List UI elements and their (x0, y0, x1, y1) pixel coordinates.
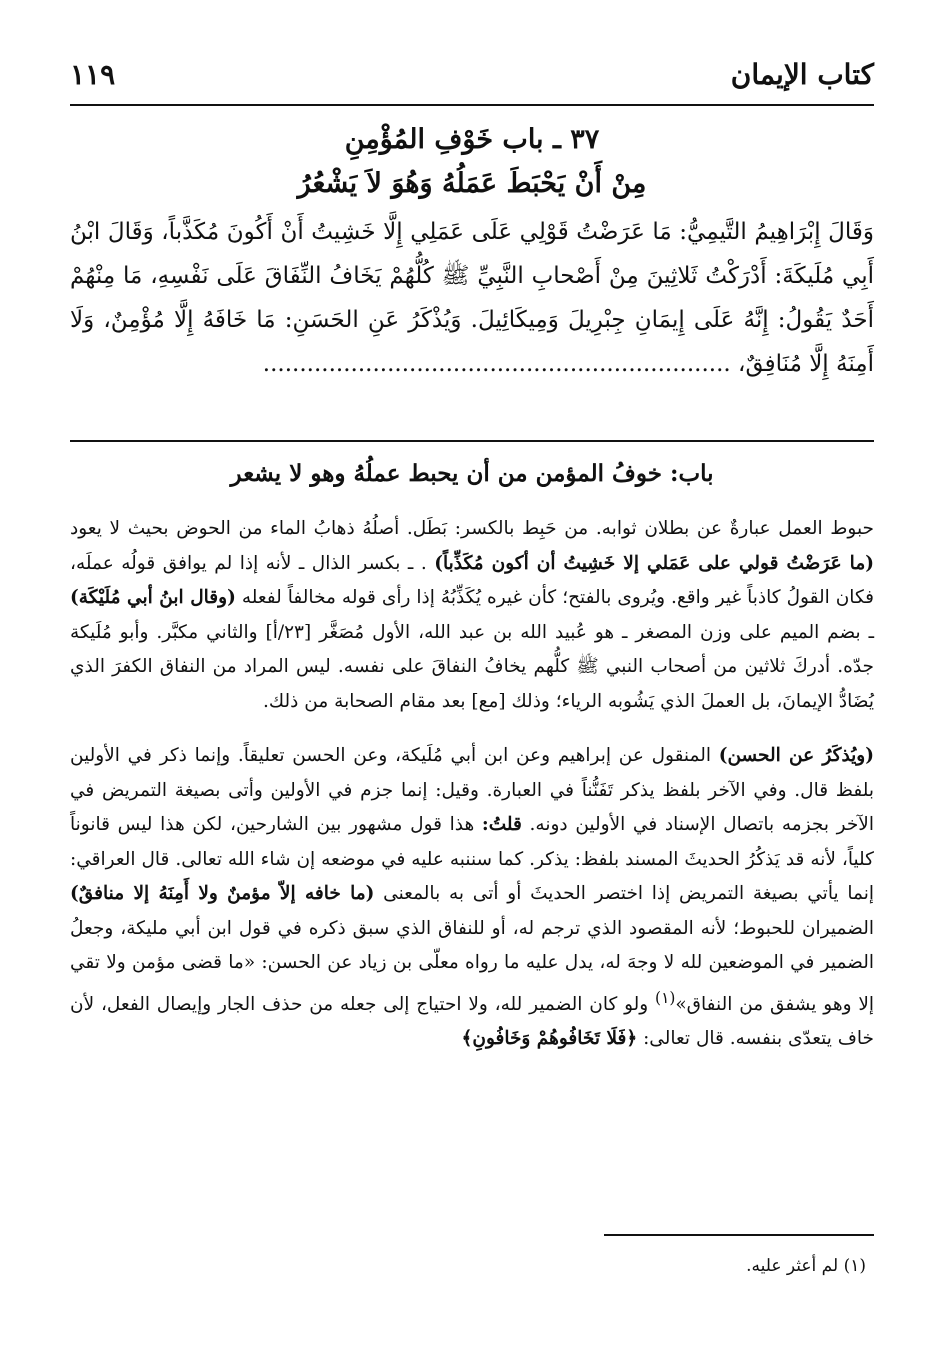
text-run: . ـ بكسر الذال ـ لأنه إذا لم يوافق قولُه عملَه، فكان القولُ كاذباً غير واقع. ويُروى بالفتح؛ كأن غيره يُكَذِّبُهُ إذا رأى قوله مخالفاً لفعله (70, 552, 875, 608)
text-run: ولو كان الضمير لله، ولا احتياج إلى جعله من حذف الجار وإيصال الفعل، لأن خاف يتعدّى بنفسه. قال تعالى: (70, 993, 874, 1050)
chapter-title-line-1: ٣٧ ـ باب خَوْفِ المُؤْمِنِ (344, 124, 600, 155)
text-run: هذا قول مشهور بين الشارحين، لكن هذا ليس قانوناً كلياً، لأنه قد يَذكُرُ الحديثَ المسند بلفظ: يذكر. كما سننبه عليه في موضعه إن شاء الله تعالى. قال العراقي: إنما يأتي بصيغة التمريض إذا اختصر الحديثَ أو أتى به بالمعنى (70, 814, 874, 904)
commentary-paragraph-2 (70, 739, 874, 1057)
text-run: حبوط العمل عبارةٌ عن بطلان ثوابه. من حَبِط بالكسر: بَطَل. أصلُهُ ذهابُ الماء من الحوض بحيث لا يعود (70, 518, 874, 539)
commentary-body (70, 512, 874, 1057)
footnote-text: لم أعثر عليه. (746, 1256, 839, 1276)
footnote (70, 1252, 866, 1280)
quran-quote: ﴿فَلَا تَخَافُوهُمْ وَخَافُونِ﴾ (461, 1028, 638, 1050)
book-title: كتاب الإيمان (730, 58, 874, 91)
chapter-title-line-2: مِنْ أَنْ يَحْبَطَ عَمَلُهُ وَهُوَ لاَ يَشْعُرُ (297, 168, 647, 199)
footnote-marker: (١) (843, 1256, 866, 1276)
text-run: المنقول عن إبراهيم وعن ابن أبي مُلَيكة، وعن الحسن تعليقاً. وإنما ذكر في الأولين بلفظ قال. وفي الآخر بلفظ يذكر تَفَنُّناً في العبارة. وقيل: إنما جزم في الأولين وأتى بصيغة التمريض في الآخر بجزمه باتصال الإسناد في الأولين دونه. (70, 745, 874, 835)
quoted-phrase: (وقال ابنُ أبي مُلَيْكَة) (70, 587, 236, 608)
chapter-heading (70, 118, 874, 206)
dotted-leader: ................................................................ (262, 351, 731, 377)
page-number: ١١٩ (70, 58, 116, 91)
quoted-phrase: (ما عَرَضْتُ قولي على عَمَلي إلا خَشِيتُ أن أكون مُكَذِّباً) (434, 552, 874, 574)
footnote-reference: (١) (655, 988, 676, 1007)
header-divider (70, 104, 874, 106)
hadith-body: وَقَالَ إِبْرَاهِيمُ التَّيمِيُّ: مَا عَرَضْتُ قَوْلِي عَلَى عَمَلِي إِلَّا خَشِيتُ أَنْ أَكُونَ مُكَذَّباً، وَقَالَ ابْنُ أَبِي مُلَيكَةَ: أَدْرَكْتُ ثَلاثِينَ مِنْ أَصْحابِ النَّبِيِّ ﷺ كُلُّهُمْ يَخَافُ النِّفَاقَ عَلَى نَفْسِهِ، مَا مِنْهُمْ أَحَدٌ يَقُولُ: إِنَّهُ عَلَى إِيمَانِ جِبْرِيلَ وَمِيكَائِيلَ. وَيُذْكَرُ عَنِ الحَسَنِ: مَا خَافَهُ إِلَّا مُؤْمِنٌ، وَلَا أَمِنَهُ إِلَّا مُنَافِقٌ، (70, 219, 874, 377)
page-header (70, 58, 874, 98)
commentary-divider (70, 440, 874, 442)
quoted-phrase: (ويُذكَرُ عن الحسن) (718, 745, 874, 766)
quoted-phrase: (ما خافه إلاّ مؤمنٌ ولا أَمِنَهُ إلا منافقٌ) (70, 883, 375, 904)
footnote-divider (604, 1234, 874, 1236)
text-run: ـ بضم الميم على وزن المصغر ـ هو عُبيد الله بن عبد الله، الأول مُصَغَّر [٢٣/أ] والثاني مكبَّر. وأبو مُلَيكة جدّه. أدركَ ثلاثين من أصحاب النبي ﷺ كلُّهم يخافُ النفاقَ على نفسه. ليس المراد من النفاق الكفرَ الذي يُضَادُّ الإيمانَ، بل العملَ الذي يَشُوبه الرياء؛ وذلك [مع] بعد مقام الصحابة من ذلك. (70, 621, 874, 712)
commentary-heading: باب: خوفُ المؤمن من أن يحبط عملُهُ وهو لا يشعر (230, 460, 714, 487)
commentary-paragraph-1 (70, 512, 874, 719)
qultu-marker: قلتُ: (481, 814, 522, 835)
hadith-text (70, 210, 874, 386)
text-run: الضميران للحبوط؛ لأنه المقصود الذي ترجم له، أو للنفاق الذي سبق ذكره في قول ابن أبي مليكة، وجعلُ الضمير في الموضعين لله لا وجهَ له، يدل عليه ما رواه معلّى بن زياد عن الحسن: «ما قضى مؤمن ولا تقي إلا وهو يشفق من النفاق» (70, 917, 875, 1015)
